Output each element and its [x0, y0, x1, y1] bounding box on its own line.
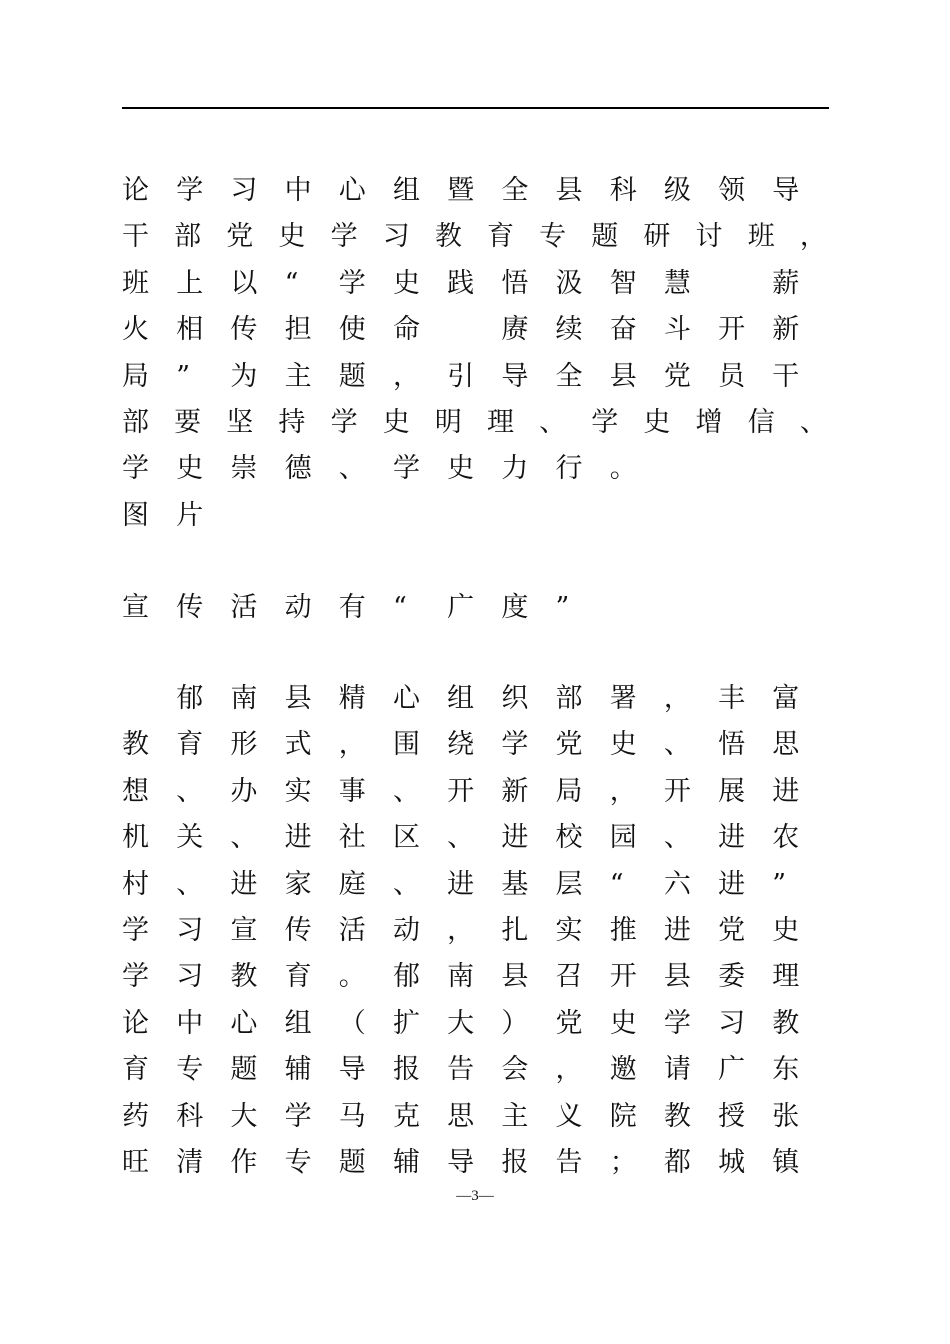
text-line: 机 关 、 进 社 区 、 进 校 园 、 进 农	[122, 822, 800, 854]
text-line: 论 中 心 组 （ 扩 大 ） 党 史 学 习 教	[122, 1007, 800, 1039]
header-rule	[122, 107, 829, 109]
text-line: 想 、 办 实 事 、 开 新 局 ， 开 展 进	[122, 775, 800, 807]
text-line: 学 习 宣 传 活 动 ， 扎 实 推 进 党 史	[122, 914, 800, 946]
text-line: 班 上 以 “ 学 史 践 悟 汲 智 慧 薪	[122, 267, 800, 299]
section-heading	[122, 585, 852, 631]
text-line: 育 专 题 辅 导 报 告 会 ， 邀 请 广 东	[122, 1054, 800, 1086]
text-line: 局 ” 为 主 题 ， 引 导 全 县 党 员 干	[122, 360, 800, 392]
text-line: 论 学 习 中 心 组 暨 全 县 科 级 领 导	[122, 175, 800, 206]
text-line: 郁 南 县 精 心 组 织 部 署 ， 丰 富	[176, 683, 800, 714]
text-line: 干 部 党 史 学 习 教 育 专 题 研 讨 班 ，	[122, 221, 827, 253]
text-line: 宣 传 活 动 有 “ 广 度 ”	[122, 592, 570, 623]
text-line: 火 相 传 担 使 命 赓 续 奋 斗 开 新	[122, 314, 800, 346]
text-line: 图 片	[122, 499, 204, 531]
text-line: 学 习 教 育 。 郁 南 县 召 开 县 委 理	[122, 961, 800, 993]
text-line: 药 科 大 学 马 克 思 主 义 院 教 授 张	[122, 1100, 800, 1132]
body-paragraph-1	[122, 168, 852, 539]
text-line: 村 、 进 家 庭 、 进 基 层 “ 六 进 ”	[122, 868, 787, 900]
text-line: 学 史 崇 德 、 学 史 力 行 。	[122, 453, 637, 485]
page-number: —3—	[456, 1188, 494, 1204]
text-line: 旺 清 作 专 题 辅 导 报 告 ； 都 城 镇	[122, 1146, 800, 1178]
text-line: 教 育 形 式 ， 围 绕 学 党 史 、 悟 思	[122, 729, 800, 761]
text-line: 部 要 坚 持 学 史 明 理 、 学 史 增 信 、	[122, 406, 827, 438]
body-paragraph-2	[122, 676, 852, 1186]
